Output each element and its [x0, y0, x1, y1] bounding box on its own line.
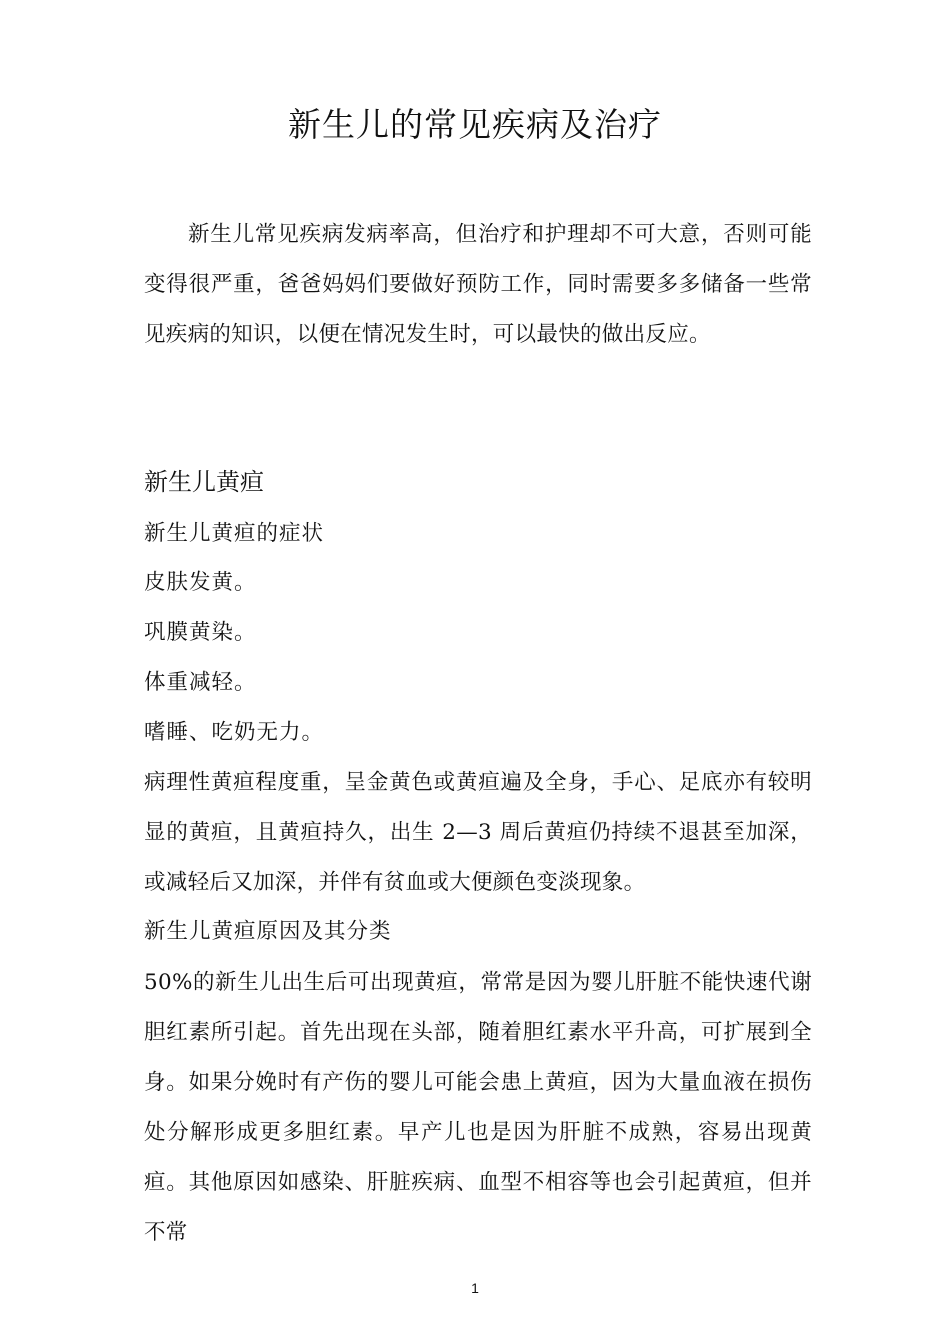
- causes-paragraph: 50%的新生儿出生后可出现黄疸，常常是因为婴儿肝脏不能快速代谢胆红素所引起。首先出现在头部，随着胆红素水平升高，可扩展到全身。如果分娩时有产伤的婴儿可能会患上黄疸，因为大量血液在损伤处分解形成更多胆红素。早产儿也是因为肝脏不成熟，容易出现黄疸。其他原因如感染、肝脏疾病、血型不相容等也会引起黄疸，但并不常: [144, 970, 812, 1245]
- symptom-item: 嗜睡、吃奶无力。: [144, 720, 325, 745]
- causes-subheading: 新生儿黄疸原因及其分类: [144, 919, 392, 944]
- symptom-item: 体重减轻。: [144, 670, 257, 695]
- intro-paragraph: 新生儿常见疾病发病率高，但治疗和护理却不可大意，否则可能变得很严重，爸爸妈妈们要做好预防工作，同时需要多多储备一些常见疾病的知识，以便在情况发生时，可以最快的做出反应。: [144, 222, 812, 347]
- pathological-jaundice-paragraph: 病理性黄疸程度重，呈金黄色或黄疸遍及全身，手心、足底亦有较明显的黄疸，且黄疸持久，出生 2—3 周后黄疸仍持续不退甚至加深，或减轻后又加深，并伴有贫血或大便颜色变淡现象。: [144, 770, 812, 895]
- document-title: 新生儿的常见疾病及治疗: [288, 105, 662, 144]
- section-heading-jaundice: 新生儿黄疸: [144, 468, 264, 496]
- symptom-item: 巩膜黄染。: [144, 620, 257, 645]
- page-number: 1: [471, 1280, 479, 1296]
- symptom-item: 皮肤发黄。: [144, 570, 257, 595]
- symptoms-subheading: 新生儿黄疸的症状: [144, 521, 325, 546]
